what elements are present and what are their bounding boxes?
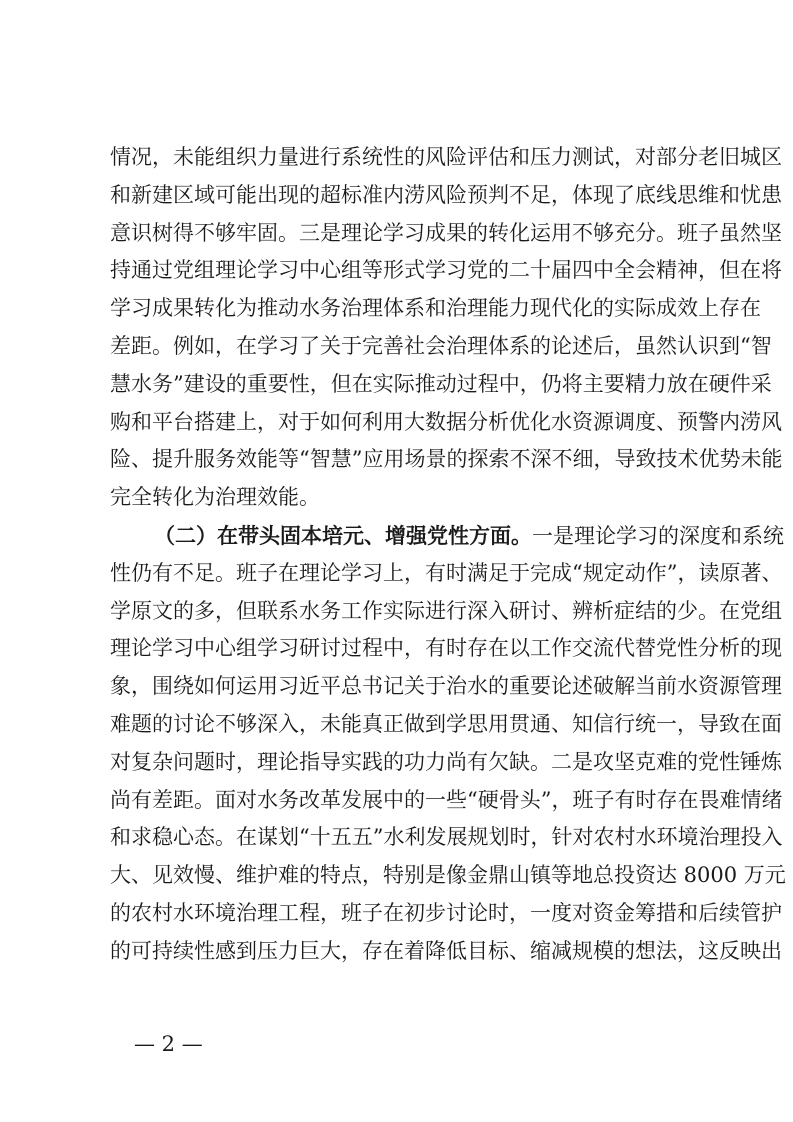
paragraph-line: 险、提升服务效能等“智慧”应用场景的探索不深不细，导致技术优势未能 (110, 447, 783, 472)
page-number: — 2 — (134, 1032, 203, 1056)
section-line: 象，围绕如何运用习近平总书记关于治水的重要论述破解当前水资源管理 (110, 674, 782, 699)
paragraph-line: 持通过党组理论学习中心组等形式学习党的二十届四中全会精神，但在将 (110, 258, 782, 283)
section-line: 理论学习中心组学习研讨过程中，有时存在以工作交流代替党性分析的现 (110, 636, 782, 661)
paragraph-line: 差距。例如，在学习了关于完善社会治理体系的论述后，虽然认识到“智 (110, 333, 772, 358)
section-line: 难题的讨论不够深入，未能真正做到学思用贯通、知信行统一，导致在面 (110, 711, 782, 736)
section-first-line-text: 一是理论学习的深度和系统 (532, 523, 784, 548)
section-line: 和求稳心态。在谋划“十五五”水利发展规划时，针对农村水环境治理投入 (110, 825, 783, 850)
paragraph-line: 意识树得不够牢固。三是理论学习成果的转化运用不够充分。班子虽然坚 (110, 220, 782, 245)
section-line: 尚有差距。面对水务改革发展中的一些“硬骨头”，班子有时存在畏难情绪 (110, 787, 783, 812)
section-heading: （二）在带头固本培元、增强党性方面。 (154, 522, 532, 548)
paragraph-line: 学习成果转化为推动水务治理体系和治理能力现代化的实际成效上存在 (110, 296, 761, 321)
paragraph-line: 完全转化为治理效能。 (110, 485, 320, 510)
paragraph-line: 和新建区域可能出现的超标准内涝风险预判不足，体现了底线思维和忧患 (110, 182, 782, 207)
section-line: 大、见效慢、维护难的特点，特别是像金鼎山镇等地总投资达 8000 万元 (110, 863, 786, 888)
paragraph-line: 慧水务”建设的重要性，但在实际推动过程中，仍将主要精力放在硬件采 (110, 371, 772, 396)
paragraph-line: 情况，未能组织力量进行系统性的风险评估和压力测试，对部分老旧城区 (110, 145, 782, 169)
paragraph-line: 购和平台搭建上，对于如何利用大数据分析优化水资源调度、预警内涝风 (110, 409, 782, 434)
section-first-line (110, 517, 784, 555)
body-text (110, 139, 786, 971)
section-line: 学原文的多，但联系水务工作实际进行深入研讨、辨析症结的少。在党组 (110, 598, 782, 623)
section-line: 的农村水环境治理工程，班子在初步讨论时，一度对资金筹措和后续管护 (110, 900, 782, 925)
section-line: 性仍有不足。班子在理论学习上，有时满足于完成“规定动作”，读原著、 (110, 560, 783, 585)
section-line: 的可持续性感到压力巨大，存在着降低目标、缩减规模的想法，这反映出 (110, 938, 782, 963)
section-line: 对复杂问题时，理论指导实践的功力尚有欠缺。二是攻坚克难的党性锤炼 (110, 749, 782, 774)
